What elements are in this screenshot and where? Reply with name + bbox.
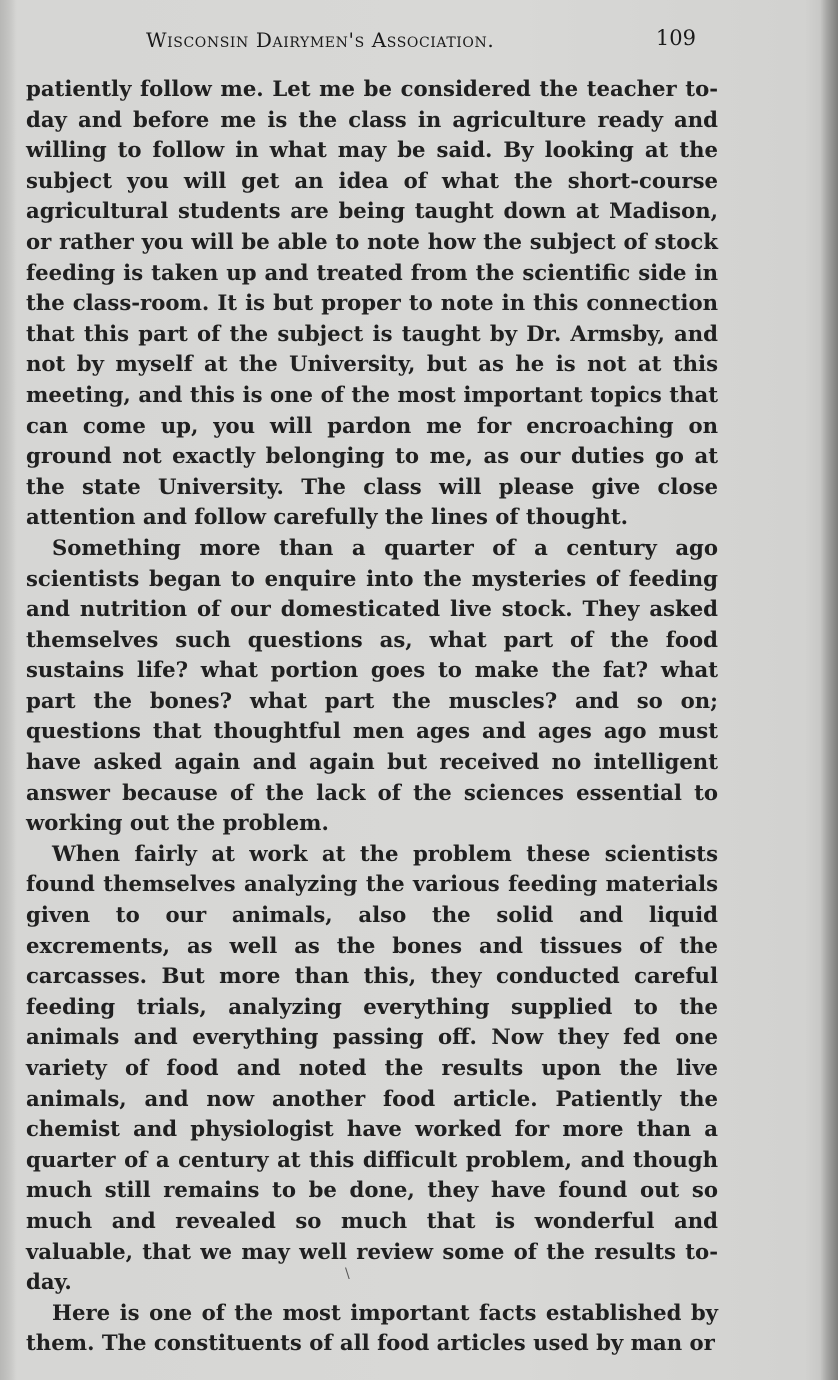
stray-mark: \	[345, 1266, 350, 1282]
paragraph: Here is one of the most important facts established by them. The constituents of all food articles used by man or	[26, 1299, 718, 1356]
paragraph: When fairly at work at the problem these scientists found themselves analyzing the various feeding materials given to our animals, also the solid and liquid excrements, as well as the bones and tissues of the carcasses. But more than this, they conducted careful feeding trials, analyzing everything supplied to the animals and everything passing off. Now they fed one variety of food and noted the results upon the live animals, and now another food article. Patiently the chemist and physiologist have worked for more than a quarter of a century at this difficult problem, and though much still remains to be done, they have found out so much and revealed so much that is wonderful and valuable, that we may well review some of the results to-day.	[26, 840, 718, 1295]
page-number: 109	[655, 26, 696, 50]
body-text	[26, 74, 718, 1359]
running-title: Wisconsin Dairymen's Association.	[146, 28, 495, 52]
paragraph: patiently follow me. Let me be considered the teacher to-day and before me is the class in agriculture ready and willing to follow in what may be said. By looking at the subject you will get an idea of what the short-course agricultural students are being taught down at Madison, or rather you will be able to note how the subject of stock feeding is taken up and treated from the scientific side in the class-room. It is but proper to note in this connection that this part of the subject is taught by Dr. Armsby, and not by myself at the University, but as he is not at this meeting, and this is one of the most important topics that can come up, you will pardon me for encroaching on ground not exactly belonging to me, as our duties go at the state University. The class will please give close attention and follow carefully the lines of thought.	[26, 76, 718, 530]
binding-shadow	[0, 0, 16, 1380]
page-header	[146, 20, 696, 60]
paragraph: Something more than a quarter of a century ago scientists began to enquire into the mysteries of feeding and nutrition of our domesticated live stock. They asked themselves such questions as, what part of the food sustains life? what portion goes to make the fat? what part the bones? what part the muscles? and so on; questions that thoughtful men ages and ages ago must have asked again and again but received no intelligent answer because of the lack of the sciences essential to working out the problem.	[26, 534, 718, 836]
page-edge	[820, 0, 838, 1380]
